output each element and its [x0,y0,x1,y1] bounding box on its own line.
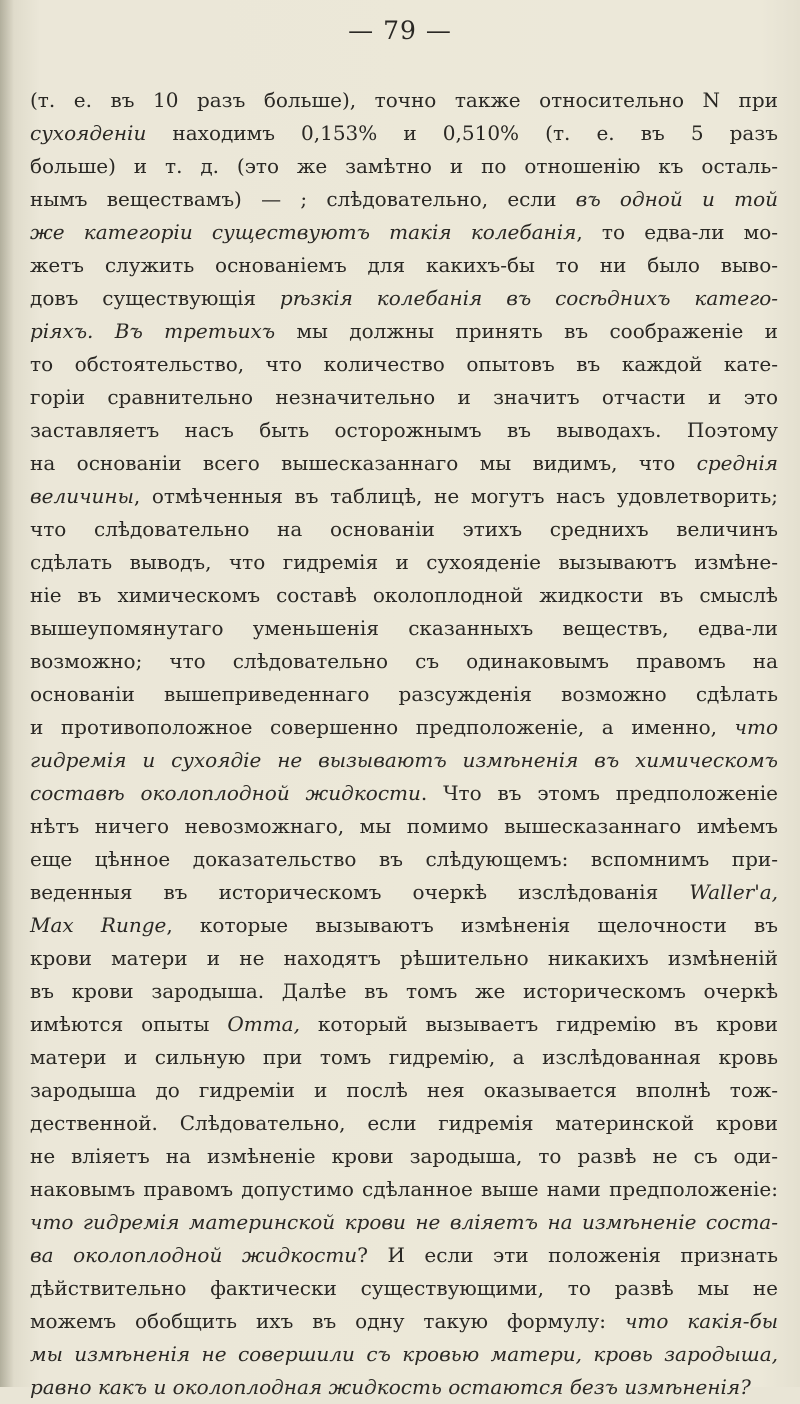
text-line [30,513,778,546]
text-line [30,1074,778,1107]
text-line [30,810,778,843]
text-line [30,579,778,612]
text-segment: то обстоятельство, что количество опытовъ въ каждой кате- [30,352,778,376]
italic-text: среднія [696,451,778,475]
text-segment: не вліяетъ на измѣненіе крови зародыша, то развѣ не съ оди- [30,1144,778,1168]
italic-text: составѣ околоплодной жидкости [30,781,421,805]
italic-text: Max Runge [30,913,167,937]
text-segment: имѣются опыты [30,1012,228,1036]
text-line [30,414,778,447]
text-segment: мы должны принять въ соображеніе и [275,319,778,343]
text-line [30,612,778,645]
text-segment: . Что въ этомъ предположеніе [420,781,779,805]
binding-shadow [0,0,14,1387]
italic-text: что какія-бы [624,1309,778,1333]
text-line [30,348,778,381]
text-segment: дественной. Слѣдовательно, если гидремія материнской крови [30,1111,778,1135]
text-segment: горіи сравнительно незначительно и значитъ отчасти и это [30,385,778,409]
text-segment: (т. е. въ 10 разъ больше), точно также относительно N при [30,88,778,112]
text-line [30,975,778,1008]
italic-text: ріяхъ. Въ третьихъ [30,319,276,343]
text-segment: что слѣдовательно на основаніи этихъ среднихъ величинъ [30,517,778,541]
text-line [30,711,778,744]
text-segment: зародыша до гидреміи и послѣ нея оказывается вполнѣ тож- [30,1078,778,1102]
text-segment: можемъ обобщить ихъ въ одну такую формулу: [30,1309,625,1333]
text-line [30,678,778,711]
text-segment: веденныя въ историческомъ очеркѣ изслѣдованія [30,880,690,904]
text-segment: сдѣлать выводъ, что гидремія и сухояденіе вызываютъ измѣне- [30,550,778,574]
body-text [30,84,778,1404]
text-segment: наковымъ правомъ допустимо сдѣланное выше нами предположеніе: [30,1177,778,1201]
text-line [30,1371,778,1404]
text-line [30,480,778,513]
italic-text: что [734,715,778,739]
text-line [30,84,778,117]
text-segment: довъ существующія [30,286,280,310]
text-line [30,1206,778,1239]
text-segment: , отмѣченныя въ таблицѣ, не могутъ насъ удовлетворить; [133,484,778,508]
text-segment: находимъ 0,153% и 0,510% (т. е. въ 5 разъ [146,121,778,145]
italic-text: Waller'a, [689,880,778,904]
text-line [30,117,778,150]
text-segment: на основаніи всего вышесказаннаго мы видимъ, что [30,451,697,475]
text-line [30,876,778,909]
text-line [30,1041,778,1074]
italic-text: рѣзкія колебанія въ сосѣднихъ катего- [279,286,779,310]
text-line [30,1140,778,1173]
text-line [30,1173,778,1206]
text-line [30,447,778,480]
italic-text: равно какъ и околоплодная жидкость остаются безъ измѣненія? [30,1375,751,1399]
text-line [30,282,778,315]
text-segment: жетъ служить основаніемъ для какихъ-бы то ни было выво- [30,253,778,277]
text-line [30,150,778,183]
text-line [30,777,778,810]
text-line [30,1272,778,1305]
text-line [30,645,778,678]
text-line [30,744,778,777]
text-segment: ніе въ химическомъ составѣ околоплодной жидкости въ смыслѣ [30,583,778,607]
text-line [30,546,778,579]
italic-text: Отта, [227,1012,300,1036]
text-segment: больше) и т. д. (это же замѣтно и по отношенію къ осталь- [30,154,778,178]
italic-text: что гидремія материнской крови не вліяетъ на измѣненіе соста- [30,1210,778,1234]
italic-text: ва околоплодной жидкости [30,1243,358,1267]
text-line [30,1239,778,1272]
text-segment: дѣйствительно фактически существующими, то развѣ мы не [30,1276,778,1300]
text-line [30,1305,778,1338]
text-segment: который вызываетъ гидремію въ крови [299,1012,779,1036]
text-segment: матери и сильную при томъ гидремію, а изслѣдованная кровь [30,1045,778,1069]
text-line [30,909,778,942]
text-line [30,381,778,414]
text-line [30,843,778,876]
italic-text: величины [30,484,134,508]
text-segment: нымъ веществамъ) — ; слѣдовательно, если [30,187,576,211]
text-segment: , которые вызываютъ измѣненія щелочности въ [166,913,779,937]
text-segment: въ крови зародыша. Далѣе въ томъ же историческомъ очеркѣ [30,979,778,1003]
text-line [30,216,778,249]
text-segment: крови матери и не находятъ рѣшительно никакихъ измѣненій [30,946,778,970]
text-line [30,183,778,216]
italic-text: въ одной и той [575,187,778,211]
text-segment: основаніи вышеприведеннаго разсужденія возможно сдѣлать [30,682,778,706]
text-segment: ? И если эти положенія признать [357,1243,778,1267]
italic-text: мы измѣненія не совершили съ кровью матери, кровь зародыша, [30,1342,778,1366]
text-segment: нѣтъ ничего невозможнаго, мы помимо вышесказаннаго имѣемъ [30,814,778,838]
text-segment: вышеупомянутаго уменьшенія сказанныхъ веществъ, едва-ли [30,616,778,640]
text-segment: , то едва-ли мо- [576,220,778,244]
text-segment: заставляетъ насъ быть осторожнымъ въ выводахъ. Поэтому [30,418,778,442]
text-line [30,249,778,282]
text-line [30,315,778,348]
text-line [30,1338,778,1371]
text-line [30,1008,778,1041]
text-line [30,942,778,975]
italic-text: сухояденіи [30,121,147,145]
text-segment: возможно; что слѣдовательно съ одинаковымъ правомъ на [30,649,778,673]
text-line [30,1107,778,1140]
italic-text: же категоріи существуютъ такія колебанія [30,220,577,244]
text-segment: и противоположное совершенно предположеніе, а именно, [30,715,735,739]
italic-text: гидремія и сухоядіе не вызываютъ измѣненія въ химическомъ [30,748,778,772]
text-segment: еще цѣнное доказательство въ слѣдующемъ: вспомнимъ при- [30,847,778,871]
page-number: — 79 — [348,16,452,45]
